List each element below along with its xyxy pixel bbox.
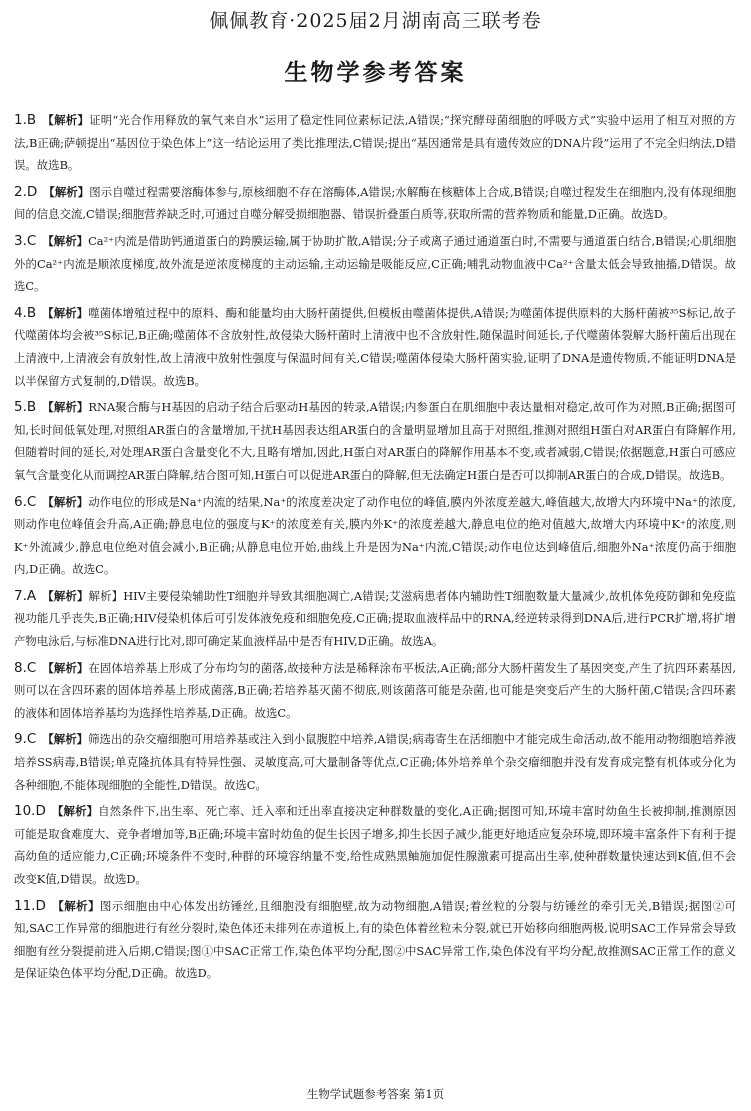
analysis-text: 自然条件下,出生率、死亡率、迁入率和迁出率直接决定种群数量的变化,A正确;据图可知,环境丰富时幼鱼生长被抑制,推测原因可能是取食难度大、竞争者增加等,B正确;环境丰富时幼鱼的促生长因子增多,抑生长因子减少,能更好地适应复杂环境,即环境丰富条件下有利于提高幼鱼的适应能力,C正确;环境条件不变时,种群的环境容纳量不变,给性成熟黑鲉施加促性腺激素可提高出生率,使种群数量快速达到K值,但不会改变K值,D错误。故选D。	[14, 804, 736, 886]
question-number: 1.	[14, 112, 27, 128]
analysis-tag: 【解析】	[42, 113, 90, 127]
analysis-tag: 【解析】	[42, 400, 89, 415]
analysis-text: 在固体培养基上形成了分布均匀的菌落,故接种方法是稀释涂布平板法,A正确;部分大肠杆菌发生了基因突变,产生了抗四环素基因,则可以在含四环素的固体培养基上形成菌落,B正确;若培养基灭菌不彻底,则该菌落可能是杂菌,也可能是突变后产生的大肠杆菌,C错误;含四环素的液体和固体培养基均为选择性培养基,D正确。故选C。	[14, 660, 736, 720]
analysis-tag: 【解析】	[51, 804, 99, 819]
answer-item-9	[14, 728, 736, 796]
analysis-tag: 【解析】	[42, 660, 89, 675]
analysis-tag: 【解析】	[43, 184, 90, 199]
analysis-tag: 【解析】	[42, 732, 89, 747]
analysis-tag: 【解析】	[51, 898, 100, 913]
analysis-tag: 【解析】	[42, 588, 89, 603]
analysis-text: 噬菌体增殖过程中的原料、酶和能量均由大肠杆菌提供,但模板由噬菌体提供,A错误;为噬菌体提供原料的大肠杆菌被³⁵S标记,故子代噬菌体均会被³⁵S标记,B正确;噬菌体不含放射性,故侵染大肠杆菌时上清液中也不含放射性,随保温时间延长,子代噬菌体裂解大肠杆菌后出现在上清液中,上清液会有放射性,故上清液中放射性强度与保温时间有关,C错误;噬菌体侵染大肠杆菌实验,证明了DNA是遗传物质,不能证明DNA是以半保留方式复制的,D错误。故选B。	[14, 305, 736, 388]
answer-choice: C	[26, 493, 37, 510]
answer-choice: D	[26, 183, 38, 200]
document-title: 生物学参考答案	[284, 60, 467, 86]
question-number: 9.	[14, 731, 27, 748]
analysis-text: 动作电位的形成是Na⁺内流的结果,Na⁺的浓度差决定了动作电位的峰值,膜内外浓度差越大,峰值越大,故增大内环境中Na⁺的浓度,则动作电位峰值会升高,A正确;静息电位的强度与K⁺的浓度差有关,膜内外K⁺的浓度差越大,静息电位的绝对值越大,故增大内环境中K⁺的浓度,则K⁺外流减少,静息电位绝对值会减小,B正确;从静息电位开始,曲线上升是因为Na⁺内流,C错误;动作电位达到峰值后,细胞外Na⁺浓度仍高于细胞内,D正确。故选C。	[14, 494, 736, 577]
answer-choice: A	[26, 587, 37, 604]
answer-choice: C	[26, 659, 37, 676]
answer-choice: B	[26, 304, 37, 321]
answer-item-6	[14, 491, 736, 581]
answer-item-4	[14, 302, 736, 392]
analysis-tag: 【解析】	[42, 494, 89, 509]
analysis-text: 证明“光合作用释放的氧气来自水”运用了稳定性同位素标记法,A错误;“探究酵母菌细胞的呼吸方式”实验中运用了相互对照的方法,B正确;萨顿提出“基因位于染色体上”这一结论运用了类比推理法,C错误;提出“基因通常是具有遗传效应的DNA片段”运用了不完全归纳法,D错误。故选B。	[14, 113, 736, 173]
question-number: 10.	[14, 803, 36, 820]
analysis-text: 解析】HIV主要侵染辅助性T细胞并导致其细胞凋亡,A错误;艾滋病患者体内辅助性T细胞数量大量减少,故机体免疫防御和免疫监视功能几乎丧失,B正确;HIV侵染机体后可引发体液免疫和细胞免疫,C正确;提取血液样品中的RNA,经逆转录得到DNA后,进行PCR扩增,将扩增产物电泳后,与标准DNA进行比对,即可确定某血液样品中是否有HIV,D正确。故选A。	[14, 588, 736, 649]
question-number: 5.	[14, 399, 27, 416]
page-footer: 生物学试题参考答案 第1页	[306, 1087, 445, 1101]
answer-item-1	[14, 109, 736, 177]
answer-choice: D	[35, 897, 46, 914]
answer-list	[14, 109, 736, 989]
analysis-text: 筛选出的杂交瘤细胞可用培养基或注入到小鼠腹腔中培养,A错误;病毒寄生在活细胞中才能完成生命活动,故不能用动物细胞培养液培养SS病毒,B错误;单克隆抗体具有特异性强、灵敏度高,可大量制备等优点,C正确;体外培养单个杂交瘤细胞并没有发育成完整有机体或分化为各种细胞,不能体现细胞的全能性,D错误。故选C。	[14, 732, 736, 792]
answer-choice: C	[26, 731, 37, 748]
header-title: 佩佩教育·2025届2月湖南高三联考卷	[209, 10, 542, 32]
answer-choice: C	[26, 232, 37, 249]
answer-item-8	[14, 657, 736, 725]
analysis-text: 图示自噬过程需要溶酶体参与,原核细胞不存在溶酶体,A错误;水解酶在核糖体上合成,B错误;自噬过程发生在细胞内,没有体现细胞间的信息交流,C错误;细胞营养缺乏时,可通过自噬分解受损细胞器、错误折叠蛋白质等,获取所需的营养物质和能量,D正确。故选D。	[14, 184, 736, 222]
question-number: 11.	[14, 897, 36, 914]
answer-item-7	[14, 585, 736, 653]
answer-item-10	[14, 800, 736, 890]
analysis-text: Ca²⁺内流是借助钙通道蛋白的跨膜运输,属于协助扩散,A错误;分子或离子通过通道蛋白时,不需要与通道蛋白结合,B错误;心肌细胞外的Ca²⁺内流是顺浓度梯度,故外流是逆浓度梯度的主动运输,主动运输是吸能反应,C正确;哺乳动物血液中Ca²⁺含量太低会导致抽搐,D错误。故选C。	[14, 233, 736, 294]
question-number: 4.	[14, 304, 27, 321]
question-number: 6.	[14, 493, 27, 510]
analysis-tag: 【解析】	[42, 305, 89, 320]
question-number: 7.	[14, 587, 27, 604]
answer-choice: B	[26, 112, 37, 128]
answer-item-2	[14, 181, 736, 226]
answer-item-11	[14, 895, 736, 985]
question-number: 8.	[14, 659, 27, 676]
answer-item-5	[14, 396, 736, 486]
analysis-text: RNA聚合酶与H基因的启动子结合后驱动H基因的转录,A错误;内参蛋白在肌细胞中表达量相对稳定,故可作为对照,B正确;据图可知,长时间低氧处理,对照组AR蛋白的含量增加,干扰H基因表达组AR蛋白的含量明显增加且高于对照组,推测对照组H蛋白对AR蛋白有降解作用,但随着时间的延长,对处理AR蛋白含量变化不大,且略有增加,因此,H蛋白对AR蛋白的降解作用基本不变,或者减弱,C错误;依据题意,H蛋白可感应氧气含量变化从而调控AR蛋白降解,结合图可知,H蛋白可以促进AR蛋白的降解,但无法确定H蛋白是否可以抑制AR蛋白的合成,D错误。故选B。	[14, 400, 736, 482]
analysis-tag: 【解析】	[42, 233, 89, 248]
analysis-text: 图示细胞由中心体发出纺锤丝,且细胞没有细胞壁,故为动物细胞,A错误;着丝粒的分裂与纺锤丝的牵引无关,B错误;据图②可知,SAC工作异常的细胞进行有丝分裂时,染色体还未排列在赤道板上,有的染色体着丝粒未分裂,就已开始移向细胞两极,说明SAC工作异常会导致细胞有丝分裂提前进入后期,C错误;图①中SAC正常工作,染色体平均分配,图②中SAC异常工作,染色体没有平均分配,故推测SAC正常工作的意义是保证染色体平均分配,D正确。故选D。	[14, 898, 736, 981]
answer-choice: B	[26, 399, 37, 416]
answer-item-3	[14, 230, 736, 298]
question-number: 2.	[14, 183, 27, 200]
question-number: 3.	[14, 232, 27, 249]
answer-choice: D	[35, 803, 46, 820]
